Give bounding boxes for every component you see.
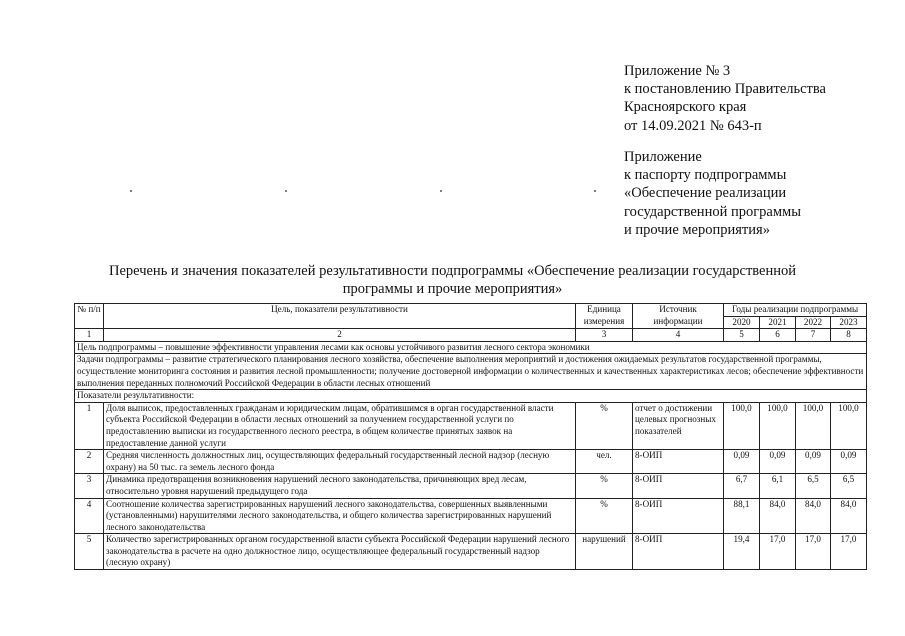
tasks-row — [75, 354, 867, 390]
row-value: 6,5 — [796, 474, 831, 498]
row-source: отчет о достижении целевых прогнозных показателей — [633, 402, 724, 449]
document-title-line: программы и прочие мероприятия» — [342, 281, 563, 297]
table-row — [75, 498, 867, 534]
goal-text: Цель подпрограммы – повышение эффективности управления лесами как основы устойчивого развития лесного сектора экономики — [75, 341, 867, 354]
row-num: 3 — [75, 474, 104, 498]
indicators-label: Показатели результативности: — [75, 390, 867, 403]
row-source: 8-ОИП — [633, 534, 724, 570]
column-number: 8 — [831, 329, 867, 342]
row-value: 88,1 — [724, 498, 760, 534]
column-number: 2 — [104, 329, 576, 342]
row-text: Количество зарегистрированных органом государственной власти субъекта Российской Федерации нарушений лесного законодательства в расчете на одно должностное лицо, осуществляющее федеральный государственный надзор (лесную охрану) — [104, 534, 576, 570]
table-row — [75, 402, 867, 449]
document-title — [40, 262, 865, 298]
annex-resolution-line: Приложение № 3 — [624, 63, 731, 79]
annex-passport-line: «Обеспечение реализации — [624, 185, 787, 202]
row-unit: нарушений — [576, 534, 633, 570]
column-number: 3 — [576, 329, 633, 342]
row-text: Средняя численность должностных лиц, осуществляющих федеральный государственный лесной надзор (лесную охрану) на 50 тыс. га земель лесного фонда — [104, 450, 576, 474]
row-value: 17,0 — [796, 534, 831, 570]
header-year: 2021 — [760, 316, 796, 329]
row-num: 1 — [75, 402, 104, 449]
row-value: 84,0 — [760, 498, 796, 534]
row-unit: % — [576, 402, 633, 449]
row-value: 100,0 — [760, 402, 796, 449]
goal-row — [75, 341, 867, 354]
row-value: 100,0 — [724, 402, 760, 449]
scan-speck — [130, 190, 132, 192]
row-num: 5 — [75, 534, 104, 570]
annex-passport-line: государственной программы — [624, 203, 801, 220]
row-value: 0,09 — [760, 450, 796, 474]
annex-resolution-line: от 14.09.2021 № 643-п — [624, 117, 762, 134]
row-num: 4 — [75, 498, 104, 534]
header-goal: Цель, показатели результативности — [104, 304, 576, 329]
row-value: 84,0 — [796, 498, 831, 534]
column-number: 7 — [796, 329, 831, 342]
row-value: 100,0 — [831, 402, 867, 449]
row-source: 8-ОИП — [633, 498, 724, 534]
header-year: 2023 — [831, 316, 867, 329]
row-unit: % — [576, 498, 633, 534]
column-number: 4 — [633, 329, 724, 342]
tasks-text: Задачи подпрограммы – развитие стратегического планирования лесного хозяйства, обеспечение выполнения мероприятий и достижения ожидаемых результатов государственной программы, осуществление мониторинга состояния и развития лесной промышленности; получение достоверной информации о количественных и качественных характеристиках лесов; обеспечение эффективности выполнения переданных полномочий Российской Федерации в области лесных отношений — [75, 354, 867, 390]
row-value: 0,09 — [796, 450, 831, 474]
annex-resolution-line: к постановлению Правительства — [624, 81, 826, 98]
row-num: 2 — [75, 450, 104, 474]
column-number: 5 — [724, 329, 760, 342]
annex-resolution-line: Красноярского края — [624, 99, 747, 116]
header-unit: Единица измерения — [576, 304, 633, 329]
document-title-line: Перечень и значения показателей результативности подпрограммы «Обеспечение реализации государственной — [108, 263, 797, 279]
row-value: 0,09 — [831, 450, 867, 474]
header-year: 2022 — [796, 316, 831, 329]
row-text: Доля выписок, предоставленных гражданам и юридическим лицам, обратившимся в орган государственной власти субъекта Российской Федерации в области лесных отношений за получением государственной услуги по предоставлению выписки из государственного лесного реестра, в общем количестве принятых заявок на предоставление данной услуги — [104, 402, 576, 449]
table-row — [75, 534, 867, 570]
scan-speck — [440, 190, 442, 192]
annex-passport-line: к паспорту подпрограммы — [624, 167, 787, 184]
scan-speck — [285, 190, 287, 192]
column-number: 6 — [760, 329, 796, 342]
row-value: 100,0 — [796, 402, 831, 449]
indicators-table — [74, 303, 867, 570]
row-value: 6,5 — [831, 474, 867, 498]
header-year: 2020 — [724, 316, 760, 329]
row-source: 8-ОИП — [633, 450, 724, 474]
annex-passport-block — [624, 148, 884, 239]
table-row — [75, 474, 867, 498]
annex-resolution-block — [624, 62, 884, 135]
row-text: Динамика предотвращения возникновения нарушений лесного законодательства, причиняющих вред лесам, относительно уровня нарушений предыдущего года — [104, 474, 576, 498]
scan-speck — [594, 190, 596, 192]
row-value: 19,4 — [724, 534, 760, 570]
annex-passport-line: и прочие мероприятия» — [624, 221, 770, 238]
row-unit: чел. — [576, 450, 633, 474]
annex-passport-line: Приложение — [624, 149, 702, 165]
table-row — [75, 450, 867, 474]
header-source: Источник информации — [633, 304, 724, 329]
row-value: 6,1 — [760, 474, 796, 498]
indicators-label-row — [75, 390, 867, 403]
row-unit: % — [576, 474, 633, 498]
row-value: 84,0 — [831, 498, 867, 534]
row-value: 6,7 — [724, 474, 760, 498]
row-value: 17,0 — [831, 534, 867, 570]
table-header-row — [75, 304, 867, 317]
row-source: 8-ОИП — [633, 474, 724, 498]
header-years-group: Годы реализации подпрограммы — [724, 304, 867, 317]
row-value: 17,0 — [760, 534, 796, 570]
column-number: 1 — [75, 329, 104, 342]
row-text: Соотношение количества зарегистрированных нарушений лесного законодательства, совершенных выявленными (установленными) нарушителями лесного законодательства, и общего количества зарегистрированных нарушений лесного законодательства — [104, 498, 576, 534]
header-num: № п/п — [75, 304, 104, 329]
column-number-row — [75, 329, 867, 342]
row-value: 0,09 — [724, 450, 760, 474]
